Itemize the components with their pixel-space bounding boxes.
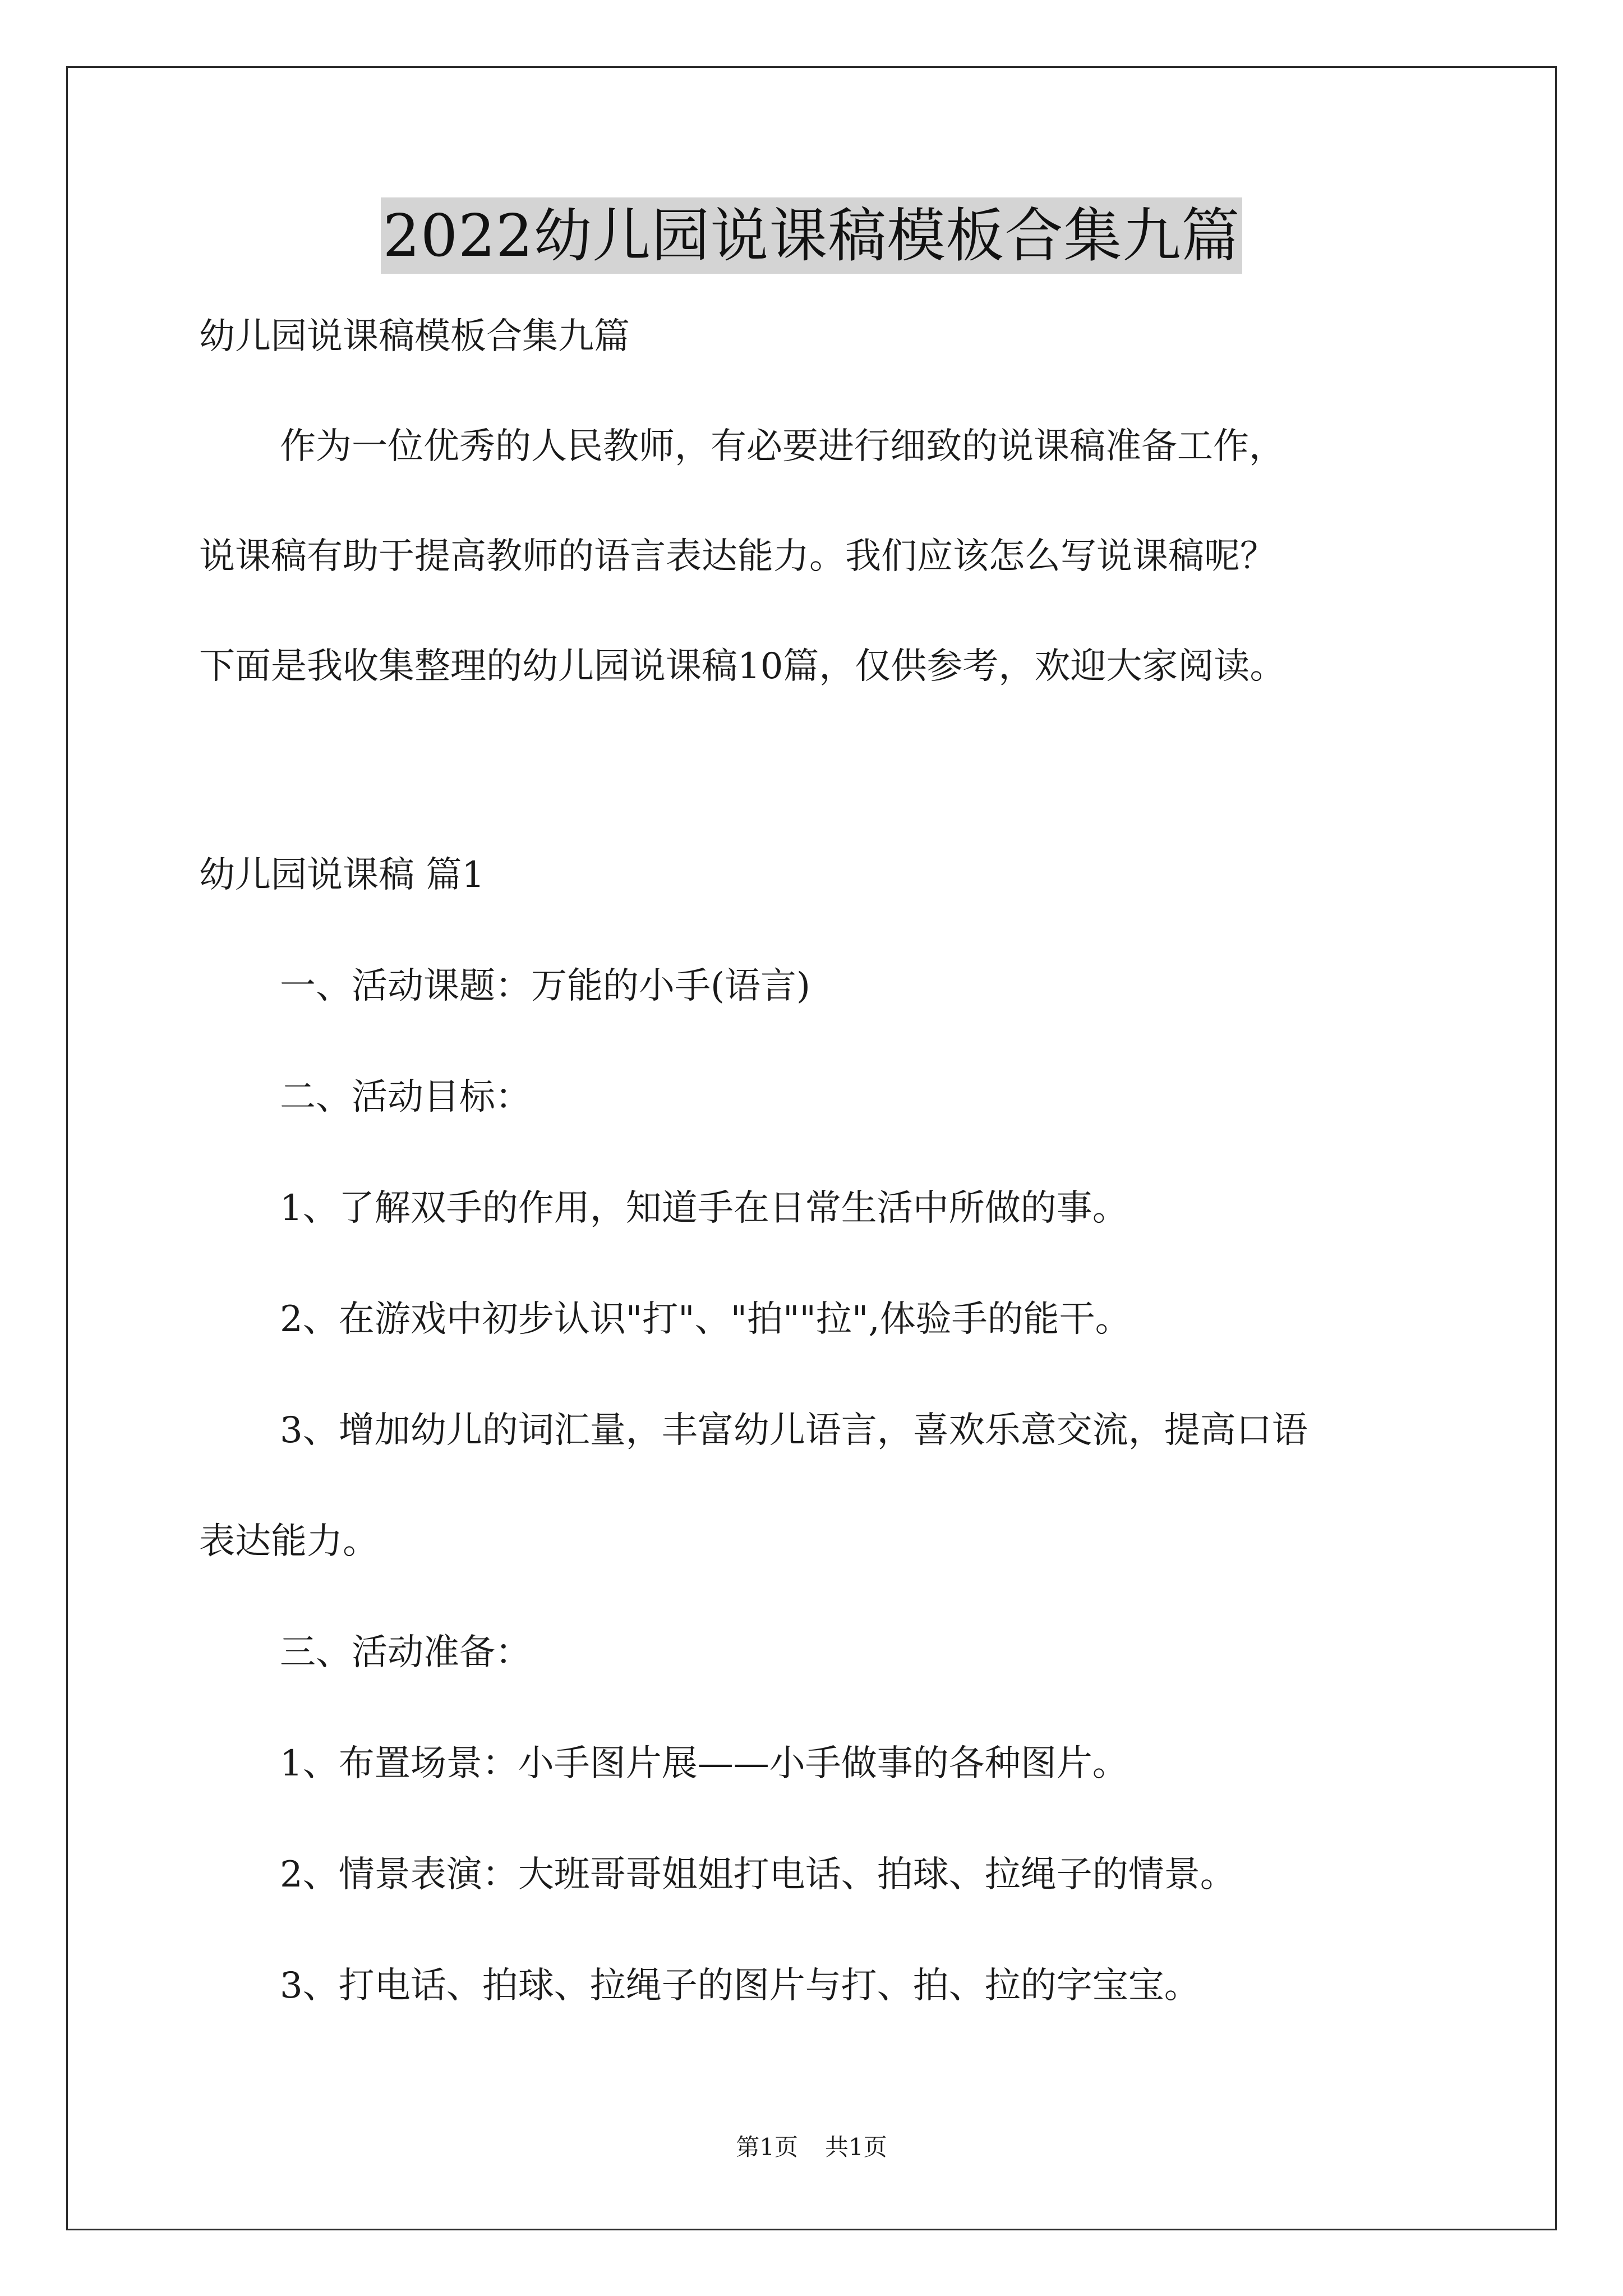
title-container [0,197,1623,274]
section-heading: 幼儿园说课稿 篇1 [199,854,485,896]
item-prep-2: 2、情景表演：大班哥哥姐姐打电话、拍球、拉绳子的情景。 [280,1854,1236,1895]
item-goals-heading: 二、活动目标： [280,1076,531,1118]
intro-line-2: 说课稿有助于提高教师的语言表达能力。我们应该怎么写说课稿呢？ [199,536,1276,577]
page-footer [0,2132,1623,2163]
document-subtitle: 幼儿园说课稿模板合集九篇 [199,316,630,357]
item-prep-1: 1、布置场景：小手图片展——小手做事的各种图片。 [280,1743,1128,1784]
item-goal-2: 2、在游戏中初步认识"打"、"拍""拉",体验手的能干。 [280,1299,1131,1340]
item-goal-3-continued: 表达能力。 [199,1521,379,1562]
page-number-total: 共1页 [825,2133,887,2161]
intro-line-3: 下面是我收集整理的幼儿园说课稿10篇，仅供参考，欢迎大家阅读。 [199,646,1286,687]
intro-line-1: 作为一位优秀的人民教师，有必要进行细致的说课稿准备工作， [280,426,1285,467]
item-topic: 一、活动课题：万能的小手(语言) [280,965,810,1007]
document-title: 2022幼儿园说课稿模板合集九篇 [381,197,1243,274]
page-number-current: 第1页 [736,2133,798,2161]
page-border [66,66,1557,2230]
item-goal-3: 3、增加幼儿的词汇量，丰富幼儿语言，喜欢乐意交流，提高口语 [280,1410,1308,1451]
item-prep-3: 3、打电话、拍球、拉绳子的图片与打、拍、拉的字宝宝。 [280,1965,1200,2007]
item-goal-1: 1、了解双手的作用，知道手在日常生活中所做的事。 [280,1188,1128,1229]
item-prep-heading: 三、活动准备： [280,1632,531,1673]
